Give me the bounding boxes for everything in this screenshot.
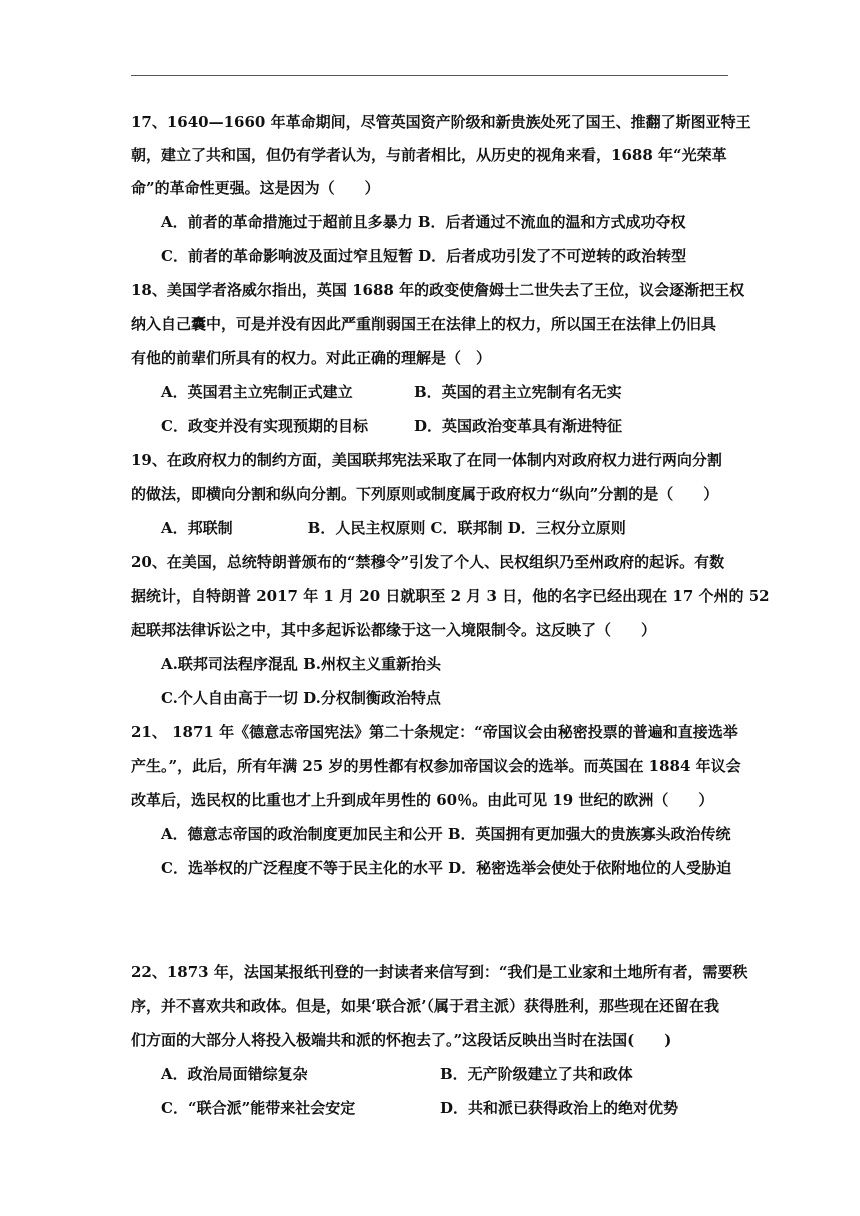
q22-stem-line-1: 22、1873 年，法国某报纸刊登的一封读者来信写到：“我们是工业家和土地所有者，需要秩 [131,963,748,981]
q17-options-ab: A．前者的革命措施过于超前且多暴力 B．后者通过不流血的温和方式成功夺权 [161,213,686,231]
q18-stem-line-3: 有他的前辈们所具有的权力。对此正确的理解是（ ） [131,349,492,367]
q19-stem-line-2: 的做法，即横向分割和纵向分割。下列原则或制度属于政府权力“纵向”分割的是（ ） [131,485,719,503]
q22-option-c: C．“联合派”能带来社会安定 [161,1099,356,1117]
q18-option-c: C．政变并没有实现预期的目标 [161,417,368,435]
q20-stem-line-2: 据统计，自特朗普 2017 年 1 月 20 日就职至 2 月 3 日，他的名字已经出现在 17 个州的 52 [131,587,770,605]
q18-option-a: A．英国君主立宪制正式建立 [161,383,353,401]
q18-stem-line-1: 18、美国学者洛威尔指出，英国 1688 年的政变使詹姆士二世失去了王位，议会逐渐把王权 [131,281,745,299]
q17-options-cd: C．前者的革命影响波及面过窄且短暂 D．后者成功引发了不可逆转的政治转型 [161,247,687,265]
q20-options-ab: A.联邦司法程序混乱 B.州权主义重新抬头 [161,655,441,673]
q22-option-b: B．无产阶级建立了共和政体 [440,1065,633,1083]
q17-stem-line-2: 朝，建立了共和国，但仍有学者认为，与前者相比，从历史的视角来看，1688 年“光荣革 [131,146,727,164]
q18-option-b: B．英国的君主立宪制有名无实 [414,383,622,401]
q18-stem-line-2: 纳入自己囊中，可是并没有因此严重削弱国王在法律上的权力，所以国王在法律上仍旧具 [131,315,717,333]
q21-stem-line-3: 改革后，选民权的比重也才上升到成年男性的 60％。由此可见 19 世纪的欧洲（ ） [131,791,714,809]
q19-options: A．邦联制 B．人民主权原则 C．联邦制 D．三权分立原则 [161,519,626,537]
q22-stem-line-2: 序，并不喜欢共和政体。但是，如果‘联合派’（属于君主派）获得胜利，那些现在还留在我 [131,997,719,1015]
q19-stem-line-1: 19、在政府权力的制约方面，美国联邦宪法采取了在同一体制内对政府权力进行两向分割 [131,451,722,469]
q22-option-d: D．共和派已获得政治上的绝对优势 [440,1099,679,1117]
q20-stem-line-3: 起联邦法律诉讼之中，其中多起诉讼都缘于这一入境限制令。这反映了（ ） [131,621,657,639]
q17-stem-line-3: 命”的革命性更强。这是因为（ ） [131,179,380,197]
q21-stem-line-2: 产生。”，此后，所有年满 25 岁的男性都有权参加帝国议会的选举。而英国在 1884 年议会 [131,757,741,775]
q21-options-ab: A．德意志帝国的政治制度更加民主和公开 B．英国拥有更加强大的贵族寡头政治传统 [161,825,731,843]
q20-options-cd: C.个人自由高于一切 D.分权制衡政治特点 [161,689,441,707]
q20-stem-line-1: 20、在美国，总统特朗普颁布的“禁穆令”引发了个人、民权组织乃至州政府的起诉。有数 [131,553,725,571]
q22-stem-line-3: 们方面的大部分人将投入极端共和派的怀抱去了。”这段话反映出当时在法国( ) [131,1031,672,1049]
q18-option-d: D．英国政治变革具有渐进特征 [414,417,623,435]
q21-stem-line-1: 21、 1871 年《德意志帝国宪法》第二十条规定：“帝国议会由秘密投票的普遍和直接选举 [131,723,738,741]
q21-options-cd: C．选举权的广泛程度不等于民主化的水平 D．秘密选举会使处于依附地位的人受胁迫 [161,859,732,877]
header-rule [131,75,728,76]
q17-stem-line-1: 17、1640—1660 年革命期间，尽管英国资产阶级和新贵族处死了国王、推翻了斯图亚特王 [131,113,751,131]
q22-option-a: A．政治局面错综复杂 [161,1065,308,1083]
